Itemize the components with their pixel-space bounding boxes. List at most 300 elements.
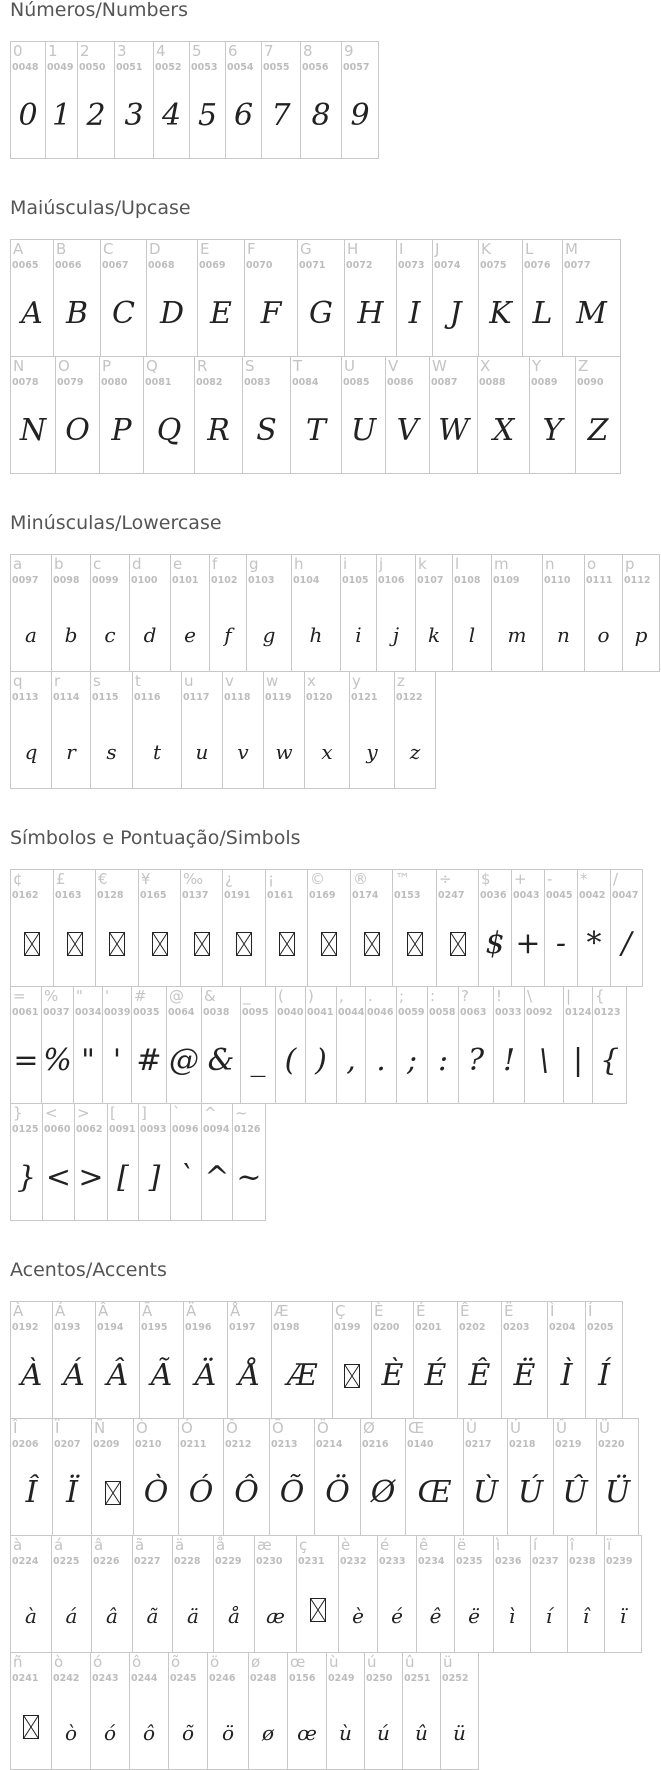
- glyph-cell: [429, 356, 478, 474]
- glyph-sample: œ: [297, 1721, 317, 1745]
- glyph-char-label: M: [565, 240, 578, 258]
- glyph-sample: B: [65, 296, 89, 331]
- glyph-code: 0137: [182, 890, 209, 901]
- glyph-cell: [42, 1103, 75, 1221]
- glyph-sample: ë: [468, 1604, 480, 1628]
- glyph-sample: 9: [350, 98, 370, 133]
- glyph-char-label: ä: [175, 1536, 185, 1554]
- section-title-numbers: Números/Numbers: [10, 0, 188, 21]
- glyph-code: 0037: [43, 1007, 70, 1018]
- glyph-char-label: Œ: [408, 1419, 425, 1437]
- glyph-code: 0249: [328, 1673, 355, 1684]
- glyph-char-label: 5: [192, 42, 202, 60]
- glyph-sample: !: [502, 1043, 516, 1078]
- glyph-sample: Ô: [234, 1475, 259, 1510]
- glyph-cell: [131, 986, 167, 1104]
- glyph-sample: P: [111, 413, 132, 448]
- glyph-cell: [610, 869, 643, 987]
- glyph-char-label: Ã: [142, 1302, 153, 1320]
- glyph-char-label: Õ: [272, 1419, 284, 1437]
- glyph-char-label: 8: [303, 42, 313, 60]
- glyph-cell: [265, 869, 308, 987]
- glyph-sample: õ: [181, 1721, 195, 1745]
- glyph-cell: [575, 356, 621, 474]
- glyph-sample: c: [104, 623, 116, 647]
- glyph-code: 0228: [174, 1556, 201, 1567]
- glyph-char-label: ™: [395, 870, 410, 888]
- glyph-char-label: p: [625, 555, 635, 573]
- glyph-char-label: í: [533, 1536, 538, 1554]
- glyph-code: 0085: [343, 377, 370, 388]
- glyph-cell: [275, 986, 306, 1104]
- glyph-char-label: U: [344, 357, 355, 375]
- glyph-cell: [291, 554, 341, 672]
- glyph-code: 0073: [398, 260, 425, 271]
- glyph-sample: Ã: [150, 1358, 173, 1393]
- glyph-char-label: ^: [204, 1104, 217, 1122]
- glyph-code: 0199: [334, 1322, 361, 1333]
- glyph-cell: [51, 554, 91, 672]
- glyph-char-label: œ: [290, 1653, 306, 1671]
- glyph-char-label: D: [149, 240, 161, 258]
- glyph-sample: y: [366, 740, 378, 764]
- glyph-cell: [341, 356, 386, 474]
- glyph-code: 0200: [373, 1322, 400, 1333]
- glyph-cell: [222, 671, 264, 789]
- glyph-cell: [305, 986, 337, 1104]
- glyph-cell: [491, 554, 543, 672]
- glyph-code: 0153: [394, 890, 421, 901]
- glyph-cell: [427, 986, 459, 1104]
- glyph-char-label: ¥: [141, 870, 151, 888]
- glyph-cell: [263, 671, 305, 789]
- glyph-char-label: ï: [607, 1536, 612, 1554]
- glyph-code: 0236: [495, 1556, 522, 1567]
- glyph-cell: [547, 1301, 586, 1419]
- glyph-cell: [415, 554, 453, 672]
- glyph-cell: [55, 356, 100, 474]
- glyph-code: 0050: [79, 62, 106, 73]
- glyph-sample: v: [237, 740, 249, 764]
- glyph-cell: [201, 986, 241, 1104]
- glyph-code: 0100: [131, 575, 158, 586]
- glyph-cell: [189, 41, 226, 159]
- glyph-char-label: n: [545, 555, 555, 573]
- glyph-code: 0117: [183, 692, 210, 703]
- glyph-cell: [493, 1535, 531, 1653]
- glyph-sample: ~: [236, 1160, 262, 1195]
- glyph-cell: [338, 1535, 378, 1653]
- glyph-char-label: Å: [230, 1302, 241, 1320]
- glyph-char-label: ü: [443, 1653, 453, 1671]
- glyph-code: 0230: [256, 1556, 283, 1567]
- glyph-sample: E: [210, 296, 232, 331]
- glyph-char-label: ò: [54, 1653, 64, 1671]
- glyph-char-label: I: [399, 240, 404, 258]
- glyph-sample: ?: [467, 1043, 485, 1078]
- glyph-sample: Å: [238, 1358, 261, 1393]
- glyph-char-label: 0: [13, 42, 23, 60]
- glyph-char-label: À: [13, 1302, 24, 1320]
- glyph-code: 0061: [12, 1007, 39, 1018]
- glyph-sample: å: [228, 1604, 240, 1628]
- glyph-cell: [585, 1301, 623, 1419]
- glyph-char-label: k: [418, 555, 427, 573]
- glyph-cell: [454, 1535, 494, 1653]
- glyph-code: 0066: [55, 260, 82, 271]
- glyph-sample: á: [65, 1604, 78, 1628]
- glyph-sample: f: [224, 623, 232, 647]
- glyph-cell: [77, 41, 115, 159]
- glyph-code: 0044: [338, 1007, 365, 1018]
- glyph-char-label: ‰: [183, 870, 204, 888]
- glyph-code: 0080: [101, 377, 128, 388]
- missing-glyph-icon: [236, 932, 252, 956]
- glyph-char-label: ¢: [13, 870, 23, 888]
- glyph-char-label: B: [56, 240, 67, 258]
- glyph-code: 0163: [55, 890, 82, 901]
- glyph-sample: o: [597, 623, 610, 647]
- glyph-char-label: ÷: [439, 870, 452, 888]
- glyph-code: 0048: [12, 62, 39, 73]
- glyph-char-label: ?: [461, 987, 469, 1005]
- glyph-sample: ;: [406, 1043, 418, 1078]
- glyph-code: 0204: [549, 1322, 576, 1333]
- glyph-sample: _: [250, 1043, 266, 1078]
- glyph-char-label: }: [13, 1104, 23, 1122]
- glyph-cell: [529, 356, 576, 474]
- glyph-char-label: È: [374, 1302, 384, 1320]
- glyph-sample: Q: [156, 413, 182, 448]
- glyph-cell: [344, 239, 397, 357]
- glyph-cell: [511, 869, 545, 987]
- missing-glyph-icon: [194, 932, 210, 956]
- glyph-cell: [53, 239, 101, 357]
- glyph-char-label: !: [496, 987, 503, 1005]
- glyph-sample: ]: [148, 1160, 161, 1195]
- glyph-char-label: å: [216, 1536, 226, 1554]
- glyph-cell: [181, 671, 223, 789]
- glyph-cell: [132, 671, 182, 789]
- glyph-code: 0243: [92, 1673, 119, 1684]
- glyph-sample: `: [178, 1160, 194, 1195]
- glyph-sample: ø: [261, 1721, 275, 1745]
- glyph-char-label: P: [102, 357, 112, 375]
- glyph-code: 0047: [612, 890, 639, 901]
- glyph-code: 0058: [429, 1007, 456, 1018]
- glyph-sample: *: [586, 926, 602, 961]
- glyph-code: 0054: [227, 62, 254, 73]
- glyph-char-label: R: [197, 357, 208, 375]
- glyph-sample: ï: [619, 1604, 627, 1628]
- glyph-char-label: s: [93, 672, 101, 690]
- glyph-code: 0226: [93, 1556, 120, 1567]
- glyph-char-label: Ø: [363, 1419, 375, 1437]
- glyph-sample: 4: [161, 98, 182, 133]
- glyph-code: 0251: [404, 1673, 431, 1684]
- glyph-sample: x: [321, 740, 333, 764]
- glyph-char-label: û: [405, 1653, 415, 1671]
- missing-glyph-icon: [364, 932, 380, 956]
- glyph-char-label: A: [13, 240, 24, 258]
- glyph-code: 0241: [12, 1673, 39, 1684]
- glyph-cell: [392, 869, 437, 987]
- glyph-char-label: =: [13, 987, 26, 1005]
- glyph-row: [10, 239, 620, 357]
- glyph-char-label: y: [352, 672, 361, 690]
- glyph-sample: d: [143, 623, 157, 647]
- glyph-cell: [314, 1418, 361, 1536]
- glyph-cell: [493, 986, 525, 1104]
- glyph-sample: %: [43, 1043, 72, 1078]
- glyph-sample: Ù: [472, 1475, 499, 1510]
- glyph-code: 0094: [203, 1124, 230, 1135]
- glyph-char-label: ©: [310, 870, 325, 888]
- glyph-char-label: x: [307, 672, 316, 690]
- glyph-cell: [180, 869, 223, 987]
- glyph-cell: [10, 1103, 43, 1221]
- glyph-cell: [385, 356, 430, 474]
- glyph-char-label: Z: [578, 357, 589, 375]
- glyph-char-label: ~: [235, 1104, 248, 1122]
- glyph-code: 0156: [289, 1673, 316, 1684]
- glyph-char-label: à: [13, 1536, 23, 1554]
- glyph-sample: q: [24, 740, 38, 764]
- glyph-cell: [244, 239, 298, 357]
- glyph-sample: ): [315, 1043, 327, 1078]
- glyph-code: 0105: [342, 575, 369, 586]
- glyph-sample: K: [489, 296, 512, 331]
- glyph-code: 0115: [92, 692, 119, 703]
- glyph-char-label: c: [93, 555, 102, 573]
- glyph-code: 0045: [546, 890, 573, 901]
- glyph-cell: [10, 986, 42, 1104]
- glyph-char-label: <: [45, 1104, 58, 1122]
- glyph-sample: S: [256, 413, 277, 448]
- glyph-sample: Í: [598, 1358, 610, 1393]
- glyph-sample: ó: [103, 1721, 117, 1745]
- glyph-sample: ê: [429, 1604, 442, 1628]
- glyph-cell: [271, 1301, 333, 1419]
- glyph-code: 0095: [242, 1007, 269, 1018]
- glyph-cell: [51, 1652, 91, 1770]
- glyph-sample: r: [66, 740, 76, 764]
- glyph-cell: [209, 554, 247, 672]
- glyph-sample: ú: [377, 1721, 390, 1745]
- glyph-sample: G: [309, 296, 333, 331]
- glyph-sample: \: [538, 1043, 550, 1078]
- glyph-cell: [172, 1535, 214, 1653]
- glyph-sample: 3: [124, 98, 144, 133]
- glyph-code: 0035: [133, 1007, 160, 1018]
- glyph-char-label: Ê: [460, 1302, 470, 1320]
- glyph-sample: :: [437, 1043, 449, 1078]
- glyph-cell: [544, 869, 578, 987]
- glyph-char-label: z: [397, 672, 405, 690]
- glyph-code: 0075: [480, 260, 507, 271]
- glyph-code: 0097: [12, 575, 39, 586]
- glyph-char-label: j: [379, 555, 384, 573]
- glyph-char-label: |: [566, 987, 572, 1005]
- glyph-cell: [604, 1535, 642, 1653]
- glyph-char-label: W: [432, 357, 447, 375]
- section-title-upcase: Maiúsculas/Upcase: [10, 197, 191, 219]
- glyph-char-label: 7: [264, 42, 274, 60]
- glyph-char-label: @: [169, 987, 184, 1005]
- glyph-cell: [567, 1535, 605, 1653]
- section-title-symbols: Símbolos e Pontuação/Simbols: [10, 827, 301, 849]
- glyph-code: 0232: [340, 1556, 367, 1567]
- glyph-char-label: 3: [117, 42, 127, 60]
- glyph-char-label: ): [308, 987, 314, 1005]
- glyph-code: 0052: [155, 62, 182, 73]
- glyph-char-label: w: [266, 672, 279, 690]
- glyph-row: [10, 1652, 478, 1770]
- glyph-char-label: O: [58, 357, 70, 375]
- glyph-sample: Ú: [517, 1475, 544, 1510]
- glyph-sample: {: [599, 1043, 620, 1078]
- glyph-code: 0245: [170, 1673, 197, 1684]
- glyph-code: 0161: [267, 890, 294, 901]
- glyph-char-label: g: [249, 555, 259, 573]
- glyph-code: 0088: [479, 377, 506, 388]
- glyph-cell: [478, 239, 523, 357]
- glyph-sample: ô: [142, 1721, 156, 1745]
- glyph-sample: Œ: [417, 1475, 452, 1510]
- glyph-cell: [95, 869, 139, 987]
- glyph-code: 0064: [168, 1007, 195, 1018]
- glyph-sample: a: [25, 623, 37, 647]
- glyph-cell: [452, 554, 492, 672]
- glyph-char-label: 1: [48, 42, 58, 60]
- glyph-code: 0070: [246, 260, 273, 271]
- glyph-code: 0213: [271, 1439, 298, 1450]
- glyph-cell: [213, 1535, 255, 1653]
- glyph-cell: [99, 356, 144, 474]
- glyph-cell: [436, 869, 479, 987]
- glyph-cell: [183, 1301, 228, 1419]
- glyph-char-label: ø: [251, 1653, 261, 1671]
- glyph-cell: [376, 554, 416, 672]
- glyph-char-label: î: [570, 1536, 575, 1554]
- glyph-sample: M: [576, 296, 607, 331]
- glyph-sample: 1: [51, 98, 72, 133]
- missing-glyph-icon: [109, 932, 125, 956]
- glyph-code: 0216: [362, 1439, 389, 1450]
- glyph-code: 0049: [47, 62, 74, 73]
- glyph-char-label: Í: [588, 1302, 593, 1320]
- glyph-sample: Z: [587, 413, 609, 448]
- glyph-sample: l: [468, 623, 476, 647]
- glyph-char-label: %: [44, 987, 59, 1005]
- glyph-cell: [458, 986, 494, 1104]
- glyph-cell: [326, 1652, 365, 1770]
- glyph-code: 0087: [431, 377, 458, 388]
- glyph-char-label: 2: [80, 42, 90, 60]
- glyph-char-label: &: [204, 987, 216, 1005]
- glyph-cell: [478, 869, 512, 987]
- glyph-sample: U: [350, 413, 377, 448]
- glyph-char-label: [: [110, 1104, 116, 1122]
- glyph-sample: D: [159, 296, 185, 331]
- glyph-code: 0125: [12, 1124, 39, 1135]
- glyph-cell: [10, 41, 46, 159]
- glyph-sample: ": [81, 1043, 95, 1078]
- glyph-char-label: E: [200, 240, 210, 258]
- glyph-cell: [51, 1535, 92, 1653]
- glyph-cell: [194, 356, 243, 474]
- glyph-char-label: +: [514, 870, 527, 888]
- glyph-code: 0099: [92, 575, 119, 586]
- glyph-sample: 0: [18, 98, 38, 133]
- glyph-code: 0093: [140, 1124, 167, 1135]
- glyph-cell: [261, 41, 301, 159]
- glyph-sample: =: [13, 1043, 39, 1078]
- glyph-char-label: .: [368, 987, 373, 1005]
- glyph-cell: [562, 239, 621, 357]
- glyph-sample: -: [555, 926, 567, 961]
- glyph-char-label: r: [54, 672, 61, 690]
- glyph-sample: H: [357, 296, 384, 331]
- glyph-cell: [129, 1652, 169, 1770]
- glyph-code: 0239: [606, 1556, 633, 1567]
- glyph-cell: [10, 239, 54, 357]
- glyph-cell: [178, 1418, 224, 1536]
- glyph-code: 0212: [225, 1439, 252, 1450]
- glyph-sample: Ó: [188, 1475, 214, 1510]
- glyph-cell: [396, 239, 433, 357]
- glyph-code: 0214: [316, 1439, 343, 1450]
- glyph-char-label: Ö: [317, 1419, 329, 1437]
- glyph-row: [10, 1301, 622, 1419]
- glyph-char-label: Â: [98, 1302, 109, 1320]
- glyph-code: 0063: [460, 1007, 487, 1018]
- glyph-char-label: ù: [329, 1653, 339, 1671]
- glyph-code: 0092: [526, 1007, 553, 1018]
- glyph-char-label: ê: [419, 1536, 429, 1554]
- glyph-cell: [290, 356, 342, 474]
- glyph-cell: [402, 1652, 441, 1770]
- glyph-sample: }: [16, 1160, 37, 1195]
- glyph-code: 0198: [273, 1322, 300, 1333]
- glyph-cell: [146, 239, 198, 357]
- glyph-cell: [501, 1301, 548, 1419]
- glyph-sample: ù: [339, 1721, 352, 1745]
- missing-glyph-icon: [279, 932, 295, 956]
- glyph-char-label: $: [481, 870, 491, 888]
- glyph-cell: [542, 554, 585, 672]
- glyph-char-label: 9: [344, 42, 354, 60]
- glyph-char-label: Ë: [504, 1302, 514, 1320]
- glyph-cell: [432, 239, 479, 357]
- glyph-char-label: S: [245, 357, 255, 375]
- glyph-code: 0227: [134, 1556, 161, 1567]
- glyph-code: 0101: [172, 575, 199, 586]
- glyph-char-label: Y: [532, 357, 542, 375]
- missing-glyph-icon: [407, 932, 423, 956]
- glyph-sample: J: [449, 296, 462, 331]
- glyph-char-label: ë: [457, 1536, 467, 1554]
- glyph-char-label: a: [13, 555, 23, 573]
- glyph-code: 0244: [131, 1673, 158, 1684]
- glyph-char-label: F: [247, 240, 256, 258]
- glyph-sample: .: [376, 1043, 386, 1078]
- glyph-code: 0089: [531, 377, 558, 388]
- glyph-sample: é: [391, 1604, 403, 1628]
- glyph-cell: [90, 1652, 130, 1770]
- glyph-cell: [287, 1652, 327, 1770]
- glyph-code: 0065: [12, 260, 39, 271]
